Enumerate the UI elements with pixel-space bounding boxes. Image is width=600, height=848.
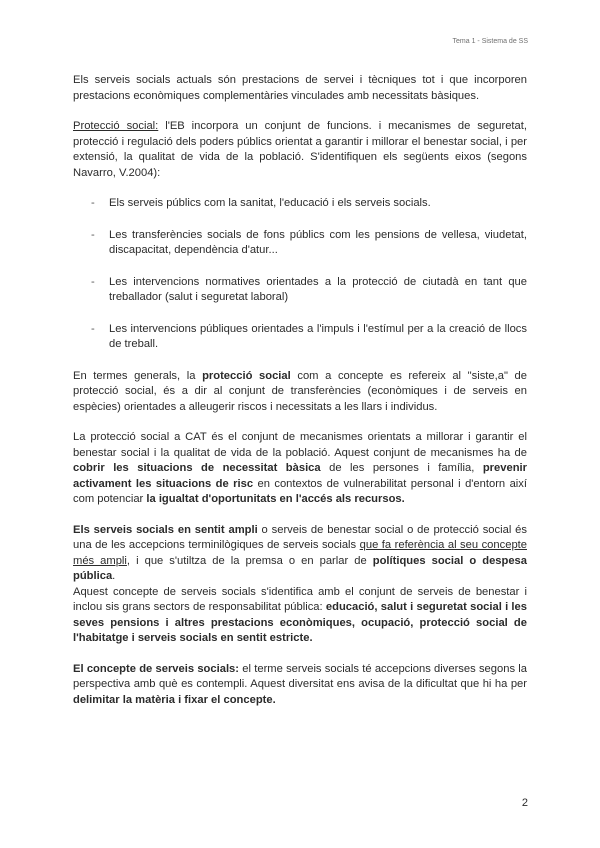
paragraph-sis-sectors [73, 585, 527, 647]
paragraph-termes-generals [73, 369, 527, 416]
paragraph-text: en contextos de vulnerabilitat personal i d'entorn així com potenciar [73, 477, 527, 505]
bold-term: polítiques social o despesa pública [73, 554, 528, 582]
paragraph-text: com a concepte es refereix al "siste,a" de protecció social, és a dir al conjunt de transferències (econòmiques i de serveis en espècies) orientades a alleugerir riscos i necessitats a les llars i individus. [73, 369, 527, 413]
paragraph-text: o serveis de benestar social o de protecció social és una de les accepcions terminilògiques de serveis socials [73, 523, 527, 551]
paragraph-proteccio-social [73, 119, 527, 181]
term-proteccio-social: Protecció social: [73, 120, 159, 132]
list-item: - Les transferències socials de fons públics com les pensions de vellesa, viudetat, discapacitat, dependència d'atur... [73, 228, 527, 259]
paragraph-sentit-ampli [73, 523, 527, 585]
paragraph-proteccio-cat [73, 430, 527, 508]
bold-term: delimitar la matèria i fixar el concepte. [73, 693, 276, 706]
bold-term: protecció social [202, 369, 291, 382]
paragraph-text: l'EB incorpora un conjunt de funcions. i mecanismes de seguretat, protecció i regulació dels poders públics orientat a garantir i millorar el benestar social, i per extensió, la qualitat de vida de la població. S'identifiquen els següents eixos (segons Navarro, V.2004): [73, 120, 527, 179]
paragraph-intro: Els serveis socials actuals són prestacions de servei i tècniques tot i que incorporen prestacions econòmiques complementàries vinculades amb necessitats bàsiques. [73, 74, 527, 102]
page-number: 2 [521, 797, 528, 809]
paragraph-concepte-serveis [73, 662, 527, 709]
bold-term: El concepte de serveis socials: [73, 662, 240, 675]
paragraph-text: . [112, 570, 116, 582]
document-body [73, 73, 527, 723]
paragraph-text: Aquest concepte de serveis socials s'identifica amb el conjunt de serveis de benestar i inclou sis grans sectors de responsabilitat pública: [73, 585, 527, 613]
bold-term: prevenir activament les situacions de risc [73, 462, 527, 490]
list-item: - Els serveis públics com la sanitat, l'educació i els serveis socials. [73, 196, 527, 212]
underlined-text: que fa referència al seu concepte més ampli [73, 539, 527, 567]
list-item: - Les intervencions públiques orientades a l'impuls i l'estímul per a la creació de llocs de treball. [73, 322, 527, 353]
bold-term: Els serveis socials en sentit ampli [73, 523, 258, 536]
bold-term: la igualtat d'oportunitats en l'accés als recursos. [146, 493, 405, 505]
paragraph-text: el terme serveis socials té accepcions diverses segons la perspectiva amb què es contempli. Aquest diversitat ens avisa de la dificultat que hi ha per [73, 662, 527, 690]
paragraph-text: La protecció social a CAT és el conjunt de mecanismes orientats a millorar i garantir el benestar social i la qualitat de vida de la població. Aquest conjunt de mecanismes ha de [73, 431, 527, 459]
paragraph-text: , i que s'utiltza de la premsa o en parlar de [126, 554, 373, 567]
bold-term: cobrir les situacions de necessitat bàsica [73, 462, 321, 474]
page-header: Tema 1 - Sistema de SS [452, 38, 528, 45]
eixos-list [73, 196, 527, 353]
paragraph-text: En termes generals, la [73, 369, 203, 382]
bold-term: educació, salut i seguretat social i les seves pensions i altres prestacions econòmiques, ocupació, protecció social de l'habitatge i serveis socials en sentit estricte. [73, 601, 527, 644]
paragraph-text: de les persones i família, [320, 462, 483, 474]
list-item: - Les intervencions normatives orientades a la protecció de ciutadà en tant que treballador (salut i seguretat laboral) [73, 275, 527, 306]
